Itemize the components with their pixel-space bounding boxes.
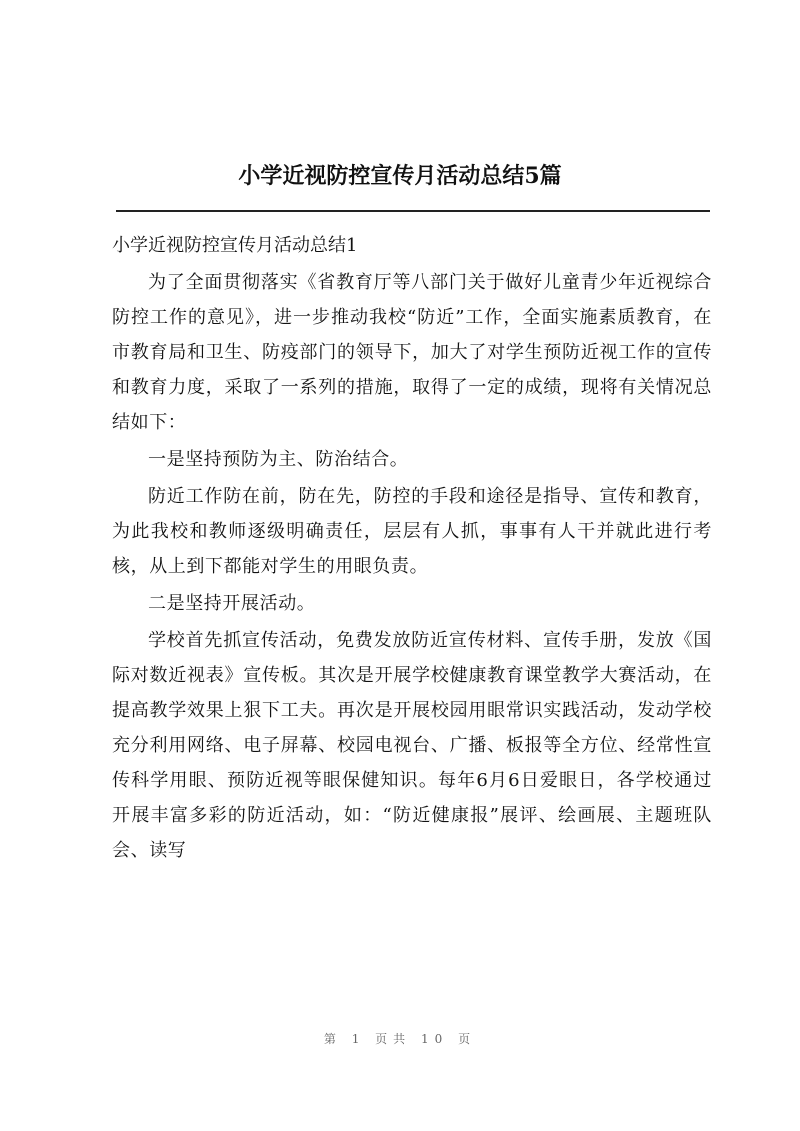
page-number-footer: 第 1 页共 10 页 (323, 1032, 477, 1046)
paragraph: 二是坚持开展活动。 (148, 593, 316, 614)
document-body (112, 228, 712, 870)
section-heading: 小学近视防控宣传月活动总结1 (112, 235, 358, 256)
title-divider (116, 210, 710, 212)
paragraph: 为了全面贯彻落实《省教育厅等八部门关于做好儿童青少年近视综合防控工作的意见》，进一步推动我校“防近”工作，全面实施素质教育，在市教育局和卫生、防疫部门的领导下，加大了对学生预防近视工作的宣传和教育力度，采取了一系列的措施，取得了一定的成绩，现将有关情况总结如下： (112, 272, 712, 433)
paragraph: 学校首先抓宣传活动，免费发放防近宣传材料、宣传手册，发放《国际对数近视表》宣传板。其次是开展学校健康教育课堂教学大赛活动，在提高教学效果上狠下工夫。再次是开展校园用眼常识实践活动，发动学校充分利用网络、电子屏幕、校园电视台、广播、板报等全方位、经常性宣传科学用眼、预防近视等眼保健知识。每年6月6日爱眼日，各学校通过开展丰富多彩的防近活动，如：“防近健康报”展评、绘画展、主题班队会、读写 (112, 630, 712, 861)
document-title: 小学近视防控宣传月活动总结5篇 (238, 163, 562, 189)
paragraph: 一是坚持预防为主、防治结合。 (148, 449, 409, 470)
paragraph: 防近工作防在前，防在先，防控的手段和途径是指导、宣传和教育，为此我校和教师逐级明确责任，层层有人抓，事事有人干并就此进行考核，从上到下都能对学生的用眼负责。 (112, 486, 712, 577)
